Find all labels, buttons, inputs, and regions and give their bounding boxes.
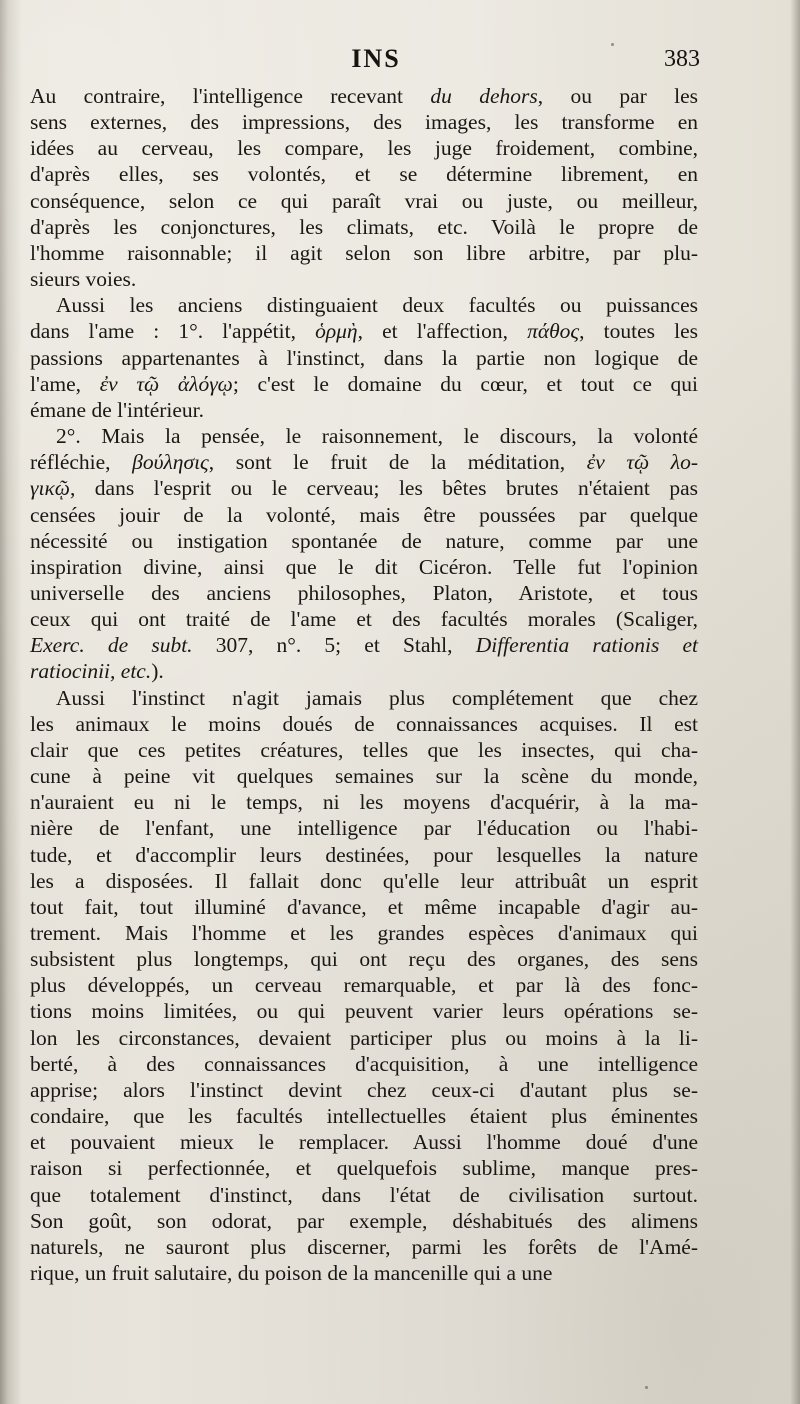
text-line: [30, 685, 698, 711]
italic-run: du dehors: [430, 84, 538, 108]
text-line: [30, 449, 698, 475]
text-run: cune à peine vit quelques semaines sur la scène du monde,: [30, 764, 698, 789]
text-line: [30, 345, 698, 371]
page-header: [52, 44, 700, 78]
text-run: raison si perfectionnée, et quelquefois sublime, manque pres-: [30, 1156, 698, 1181]
text-run: 307, n°. 5; et Stahl,: [192, 633, 476, 658]
paragraph: [30, 292, 698, 423]
text-line: [30, 998, 698, 1024]
text-run: l'ame,: [30, 371, 100, 396]
text-run: trement. Mais l'homme et les grandes espèces d'animaux qui: [30, 921, 698, 945]
text-run: naturels, ne sauront plus discerner, parmi les forêts de l'Amé-: [30, 1234, 698, 1259]
text-run: ; c'est le domaine du cœur, et tout ce qui: [232, 371, 699, 396]
paragraph: [30, 423, 698, 685]
text-run: tions moins limitées, ou qui peuvent varier leurs opérations se-: [30, 999, 698, 1024]
running-head: INS: [351, 44, 401, 73]
text-run: Aussi les anciens distinguaient deux facultés ou puissances: [56, 293, 698, 318]
text-line: [30, 1155, 698, 1181]
text-line: [30, 1208, 698, 1234]
text-line: [30, 763, 698, 789]
text-line: [30, 946, 698, 972]
italic-run: γικῷ: [30, 476, 70, 501]
text-run: nécessité ou instigation spontanée de nature, comme par une: [30, 528, 698, 553]
italic-run: πάθος: [527, 319, 580, 344]
text-line: [30, 1182, 698, 1208]
text-run: sieurs voies.: [30, 267, 137, 292]
text-line: [30, 894, 698, 920]
text-line: [30, 214, 698, 240]
text-line: [30, 1077, 698, 1103]
text-line: [30, 528, 698, 554]
text-run: passions appartenantes à l'instinct, dans la partie non logique de: [30, 345, 698, 370]
text-line: [30, 1260, 698, 1286]
text-run: Son goût, son odorat, par exemple, déshabitués des alimens: [30, 1208, 698, 1233]
page-number: 383: [664, 46, 700, 72]
text-line: [30, 1051, 698, 1077]
text-line: [30, 1025, 698, 1051]
paragraph: [30, 685, 698, 1287]
text-line: [30, 423, 698, 449]
text-line: [30, 554, 698, 580]
text-run: censées jouir de la volonté, mais être poussées par quelque: [30, 502, 698, 527]
italic-run: ὁρμὴ: [315, 319, 358, 344]
text-run: tout fait, tout illuminé d'avance, et même incapable d'agir au-: [30, 894, 698, 919]
text-run: dans l'ame : 1°. l'appétit,: [30, 319, 316, 344]
text-line: [30, 606, 698, 632]
text-run: rique, un fruit salutaire, du poison de la mancenille qui a une: [30, 1261, 553, 1286]
text-line: [30, 502, 698, 528]
text-run: les animaux le moins doués de connaissances acquises. Il est: [30, 711, 698, 736]
text-line: [30, 371, 698, 397]
text-line: [30, 737, 698, 763]
text-line: [30, 161, 698, 187]
text-line: [30, 188, 698, 214]
text-run: que totalement d'instinct, dans l'état de civilisation surtout.: [30, 1182, 698, 1207]
italic-run: ἐν τῷ ἀλόγῳ: [99, 371, 233, 396]
text-line: [30, 632, 698, 658]
text-line: [30, 711, 698, 737]
text-run: berté, à des connaissances d'acquisition, à une intelligence: [30, 1051, 698, 1076]
text-run: les a disposées. Il fallait donc qu'elle leur attribuât un esprit: [30, 868, 698, 893]
italic-run: Differentia rationis et: [475, 633, 698, 658]
paragraph: [30, 83, 698, 292]
text-run: ceux qui ont traité de l'ame et des facultés morales (Scaliger,: [30, 607, 698, 632]
text-run: universelle des anciens philosophes, Platon, Aristote, et tous: [30, 580, 698, 605]
text-run: Au contraire, l'intelligence recevant: [30, 84, 431, 108]
text-run: nière de l'enfant, une intelligence par l'éducation ou l'habi-: [30, 816, 698, 841]
text-run: , ou par les: [537, 84, 698, 108]
text-run: ).: [151, 659, 164, 684]
text-run: émane de l'intérieur.: [30, 397, 205, 422]
text-run: clair que ces petites créatures, telles que les insectes, qui cha-: [30, 737, 698, 762]
text-line: [30, 1103, 698, 1129]
italic-run: Exerc. de subt.: [30, 633, 193, 658]
text-line: [30, 292, 698, 318]
text-run: inspiration divine, ainsi que le dit Cicéron. Telle fut l'opinion: [30, 554, 698, 579]
text-line: [30, 318, 698, 344]
text-line: [30, 920, 698, 946]
text-run: lon les circonstances, devaient participer plus ou moins à la li-: [30, 1025, 698, 1050]
text-line: [30, 135, 698, 161]
text-run: d'après elles, ses volontés, et se détermine librement, en: [30, 162, 698, 187]
text-run: conséquence, selon ce qui paraît vrai ou juste, ou meilleur,: [30, 188, 698, 213]
text-run: l'homme raisonnable; il agit selon son libre arbitre, par plu-: [30, 240, 698, 265]
text-line: [30, 1234, 698, 1260]
text-run: réfléchie,: [30, 450, 133, 475]
text-line: [30, 842, 698, 868]
text-run: , dans l'esprit ou le cerveau; les bêtes brutes n'étaient pas: [69, 476, 698, 501]
text-line: [30, 815, 698, 841]
italic-run: ratiocinii, etc.: [30, 659, 152, 684]
text-line: [30, 1129, 698, 1155]
text-run: , et l'affection,: [357, 319, 528, 344]
text-line: [30, 266, 698, 292]
text-run: 2°. Mais la pensée, le raisonnement, le discours, la volonté: [56, 424, 698, 449]
text-run: idées au cerveau, les compare, les juge froidement, combine,: [30, 136, 698, 161]
italic-run: ἐν τῷ λο-: [586, 450, 698, 475]
text-line: [30, 475, 698, 501]
text-run: tude, et d'accomplir leurs destinées, pour lesquelles la nature: [30, 842, 698, 867]
text-run: et pouvaient mieux le remplacer. Aussi l'homme doué d'une: [30, 1130, 698, 1155]
text-run: , sont le fruit de la méditation,: [208, 450, 587, 475]
italic-run: βούλησις: [132, 450, 209, 475]
body-text: [30, 83, 698, 1286]
text-run: apprise; alors l'instinct devint chez ceux-ci d'autant plus se-: [30, 1077, 698, 1102]
text-run: d'après les conjonctures, les climats, etc. Voilà le propre de: [30, 214, 698, 239]
text-line: [30, 789, 698, 815]
text-run: subsistent plus longtemps, qui ont reçu des organes, des sens: [30, 947, 698, 972]
text-line: [30, 109, 698, 135]
text-run: n'auraient eu ni le temps, ni les moyens d'acquérir, à la ma-: [30, 790, 698, 815]
text-run: plus développés, un cerveau remarquable, et par là des fonc-: [30, 973, 698, 998]
text-line: [30, 580, 698, 606]
text-line: [30, 868, 698, 894]
text-run: condaire, que les facultés intellectuelles étaient plus éminentes: [30, 1104, 698, 1129]
text-run: sens externes, des impressions, des images, les transforme en: [30, 110, 698, 135]
text-run: Aussi l'instinct n'agit jamais plus complétement que chez: [56, 685, 698, 710]
text-line: [30, 240, 698, 266]
text-line: [30, 397, 698, 423]
text-line: [30, 658, 698, 684]
text-line: [30, 83, 698, 109]
text-run: , toutes les: [579, 319, 698, 344]
paper-speck: [611, 43, 614, 46]
text-line: [30, 972, 698, 998]
paper-speck: [645, 1386, 648, 1389]
